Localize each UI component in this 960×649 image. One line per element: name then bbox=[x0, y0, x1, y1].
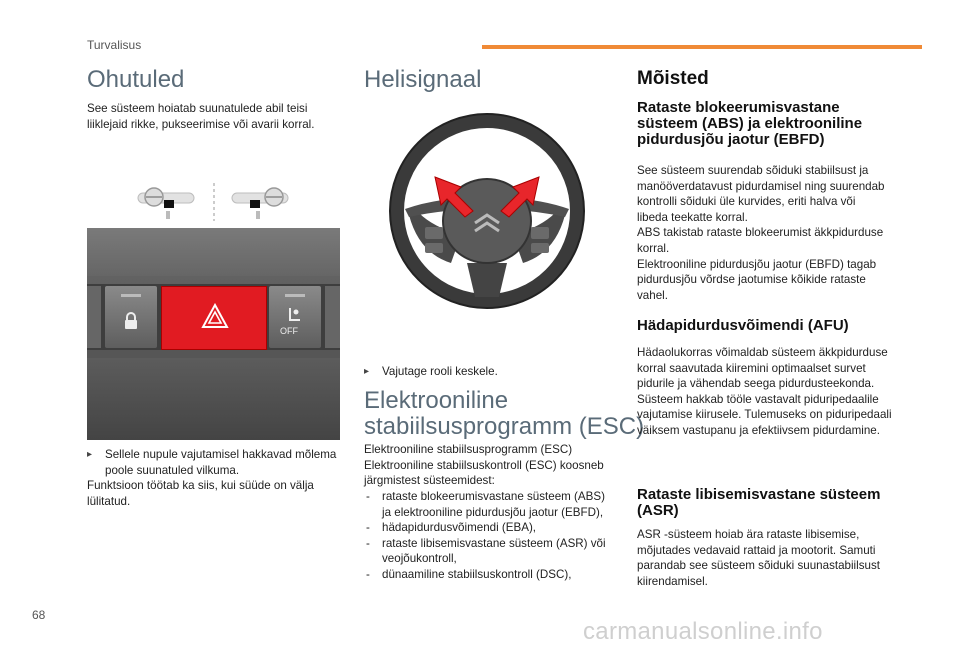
steering-wheel-illustration bbox=[389, 113, 585, 309]
list-item: - rataste libisemisvastane süsteem (ASR) või veojõukontroll, bbox=[364, 536, 614, 567]
list-item: - rataste blokeerumisvastane süsteem (ABS) ja elektrooniline pidurdusjõu jaotur (EBFD), bbox=[364, 489, 614, 520]
hazard-intro: See süsteem hoiatab suunatulede abil teisi liiklejaid rikke, pukseerimise või avarii korral. bbox=[87, 102, 315, 131]
asr-title: Rataste libisemisvastane süsteem (ASR) bbox=[637, 486, 881, 519]
hazard-button-panel bbox=[87, 228, 340, 440]
section-header: Turvalisus bbox=[87, 38, 142, 52]
hazard-warning-button[interactable] bbox=[161, 286, 267, 350]
asr-text: ASR -süsteem hoiab ära rataste libisemise, mõjutades vedavaid rattaid ja mootorit. Samuti parandab see süsteem sõiduki suunastabiilsust kiirendamisel. bbox=[637, 528, 880, 588]
hazard-bullet: ▸ Sellele nupule vajutamisel hakkavad mõlema poole suunatuled vilkuma. bbox=[87, 447, 337, 478]
concepts-title: Mõisted bbox=[637, 68, 709, 89]
horn-bullet: ▸ Vajutage rooli keskele. bbox=[364, 364, 612, 380]
header-accent-bar bbox=[482, 45, 922, 49]
car-right-icon bbox=[232, 188, 288, 219]
list-item: - dünaamiline stabiilsuskontroll (DSC), bbox=[364, 567, 614, 583]
list-item: - hädapidurdusvõimendi (EBA), bbox=[364, 520, 614, 536]
lock-icon bbox=[123, 312, 139, 330]
page-number: 68 bbox=[32, 608, 46, 622]
horn-title: Helisignaal bbox=[364, 66, 482, 93]
esc-systems-list bbox=[364, 489, 614, 583]
lock-button[interactable] bbox=[105, 286, 157, 348]
car-indicators-illustration bbox=[136, 183, 292, 223]
afu-title: Hädapidurdusvõimendi (AFU) bbox=[637, 317, 849, 334]
hazard-title: Ohutuled bbox=[87, 66, 185, 93]
abs-title: Rataste blokeerumisvastane süsteem (ABS) ja elektrooniline pidurdusjõu jaotur (EBFD) bbox=[637, 99, 863, 148]
off-label: OFF bbox=[280, 326, 298, 336]
afu-text: Hädaolukorras võimaldab süsteem äkkpidurduse korral saavutada kiiremini optimaalset survet pidurile ja vähendab seega pidurdusteekonda. Süsteem hakkab tööle vastavalt piduripedaalile vajutamise kiirusele. Tulemuseks on piduripedaali väiksem vastupanu ja efektiivsem pidurdamine. bbox=[637, 346, 892, 437]
abs-text: See süsteem suurendab sõiduki stabiilsust ja manööverdatavust pidurdamisel ning suurendab kontrolli sõiduki üle kurvides, eriti halva või libeda teekatte korral. ABS takistab rataste blokeerumist äkkpidurduse korral. Elektrooniline pidurdusjõu jaotur (EBFD) tagab pidurdusjõu võrdse jaotumise kõikide rataste vahel. bbox=[637, 164, 885, 302]
hazard-triangle-icon bbox=[201, 303, 229, 329]
esc-title bbox=[364, 388, 644, 440]
child-lock-icon bbox=[287, 306, 303, 322]
watermark: carmanualsonline.info bbox=[583, 618, 823, 645]
off-button[interactable] bbox=[269, 286, 321, 348]
esc-title-line2: stabiilsusprogramm (ESC) bbox=[364, 413, 645, 440]
hazard-note: Funktsioon töötab ka siis, kui süüde on välja lülitatud. bbox=[87, 479, 314, 508]
esc-title-line1: Elektrooniline bbox=[364, 387, 509, 414]
car-left-icon bbox=[138, 188, 194, 219]
esc-paragraph: Elektrooniline stabiilsusprogramm (ESC) Elektrooniline stabiilsuskontroll (ESC) koosneb järgmistest süsteemidest: bbox=[364, 443, 604, 488]
